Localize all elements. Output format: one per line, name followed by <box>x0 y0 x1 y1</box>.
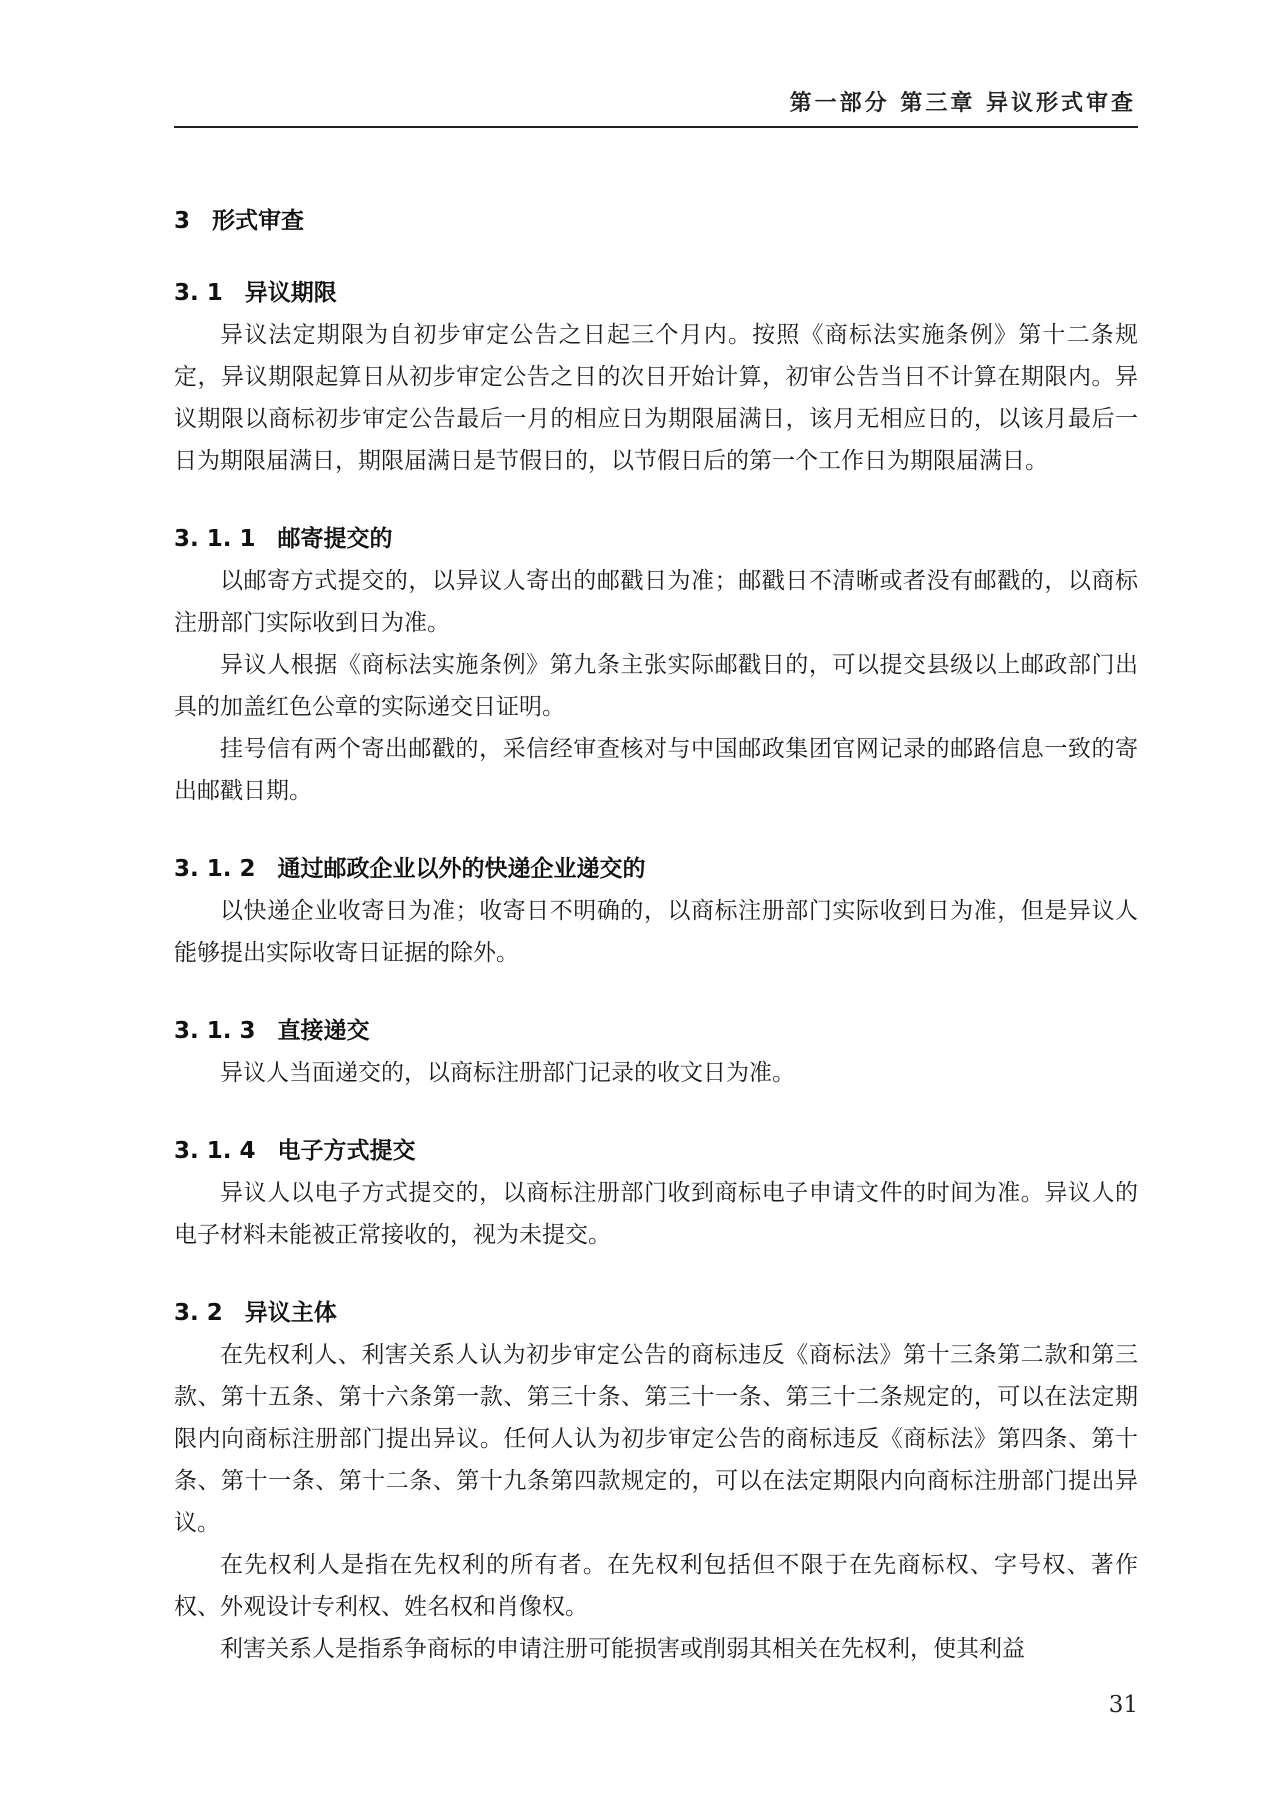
heading-title: 邮寄提交的 <box>277 526 393 552</box>
heading-section-3-1-2 <box>174 848 1138 890</box>
heading-number: 3 <box>174 208 191 234</box>
running-header <box>174 86 1138 128</box>
section-3-1-3 <box>174 1010 1138 1094</box>
heading-title: 形式审查 <box>212 208 305 234</box>
heading-title: 直接递交 <box>277 1018 370 1044</box>
heading-number: 3. 2 <box>174 1300 223 1326</box>
running-header-title: 第一部分 第三章 异议形式审查 <box>789 90 1136 116</box>
heading-number: 3. 1. 1 <box>174 526 256 552</box>
heading-title: 通过邮政企业以外的快递企业递交的 <box>277 856 646 882</box>
heading-title: 电子方式提交 <box>277 1138 416 1164</box>
heading-number: 3. 1. 4 <box>174 1138 256 1164</box>
heading-number: 3. 1 <box>174 280 223 306</box>
heading-section-3-1-4 <box>174 1130 1138 1172</box>
paragraph: 在先权利人是指在先权利的所有者。在先权利包括但不限于在先商标权、字号权、著作权、外观设计专利权、姓名权和肖像权。 <box>174 1552 1138 1620</box>
section-3-2 <box>174 1292 1138 1670</box>
heading-section-3-1 <box>174 272 1138 314</box>
heading-section-3-2 <box>174 1292 1138 1334</box>
paragraph: 以快递企业收寄日为准；收寄日不明确的，以商标注册部门实际收到日为准，但是异议人能够提出实际收寄日证据的除外。 <box>174 898 1138 966</box>
section-3-1-2 <box>174 848 1138 974</box>
paragraph: 在先权利人、利害关系人认为初步审定公告的商标违反《商标法》第十三条第二款和第三款、第十五条、第十六条第一款、第三十条、第三十一条、第三十二条规定的，可以在法定期限内向商标注册部门提出异议。任何人认为初步审定公告的商标违反《商标法》第四条、第十条、第十一条、第十二条、第十九条第四款规定的，可以在法定期限内向商标注册部门提出异议。 <box>174 1342 1138 1536</box>
paragraph: 异议法定期限为自初步审定公告之日起三个月内。按照《商标法实施条例》第十二条规定，异议期限起算日从初步审定公告之日的次日开始计算，初审公告当日不计算在期限内。异议期限以商标初步审定公告最后一月的相应日为期限届满日，该月无相应日的，以该月最后一日为期限届满日，期限届满日是节假日的，以节假日后的第一个工作日为期限届满日。 <box>174 322 1138 474</box>
paragraph: 以邮寄方式提交的，以异议人寄出的邮戳日为准；邮戳日不清晰或者没有邮戳的，以商标注册部门实际收到日为准。 <box>174 568 1138 636</box>
paragraph: 利害关系人是指系争商标的申请注册可能损害或削弱其相关在先权利，使其利益 <box>220 1636 1025 1662</box>
page-content <box>174 200 1138 1670</box>
heading-number: 3. 1. 3 <box>174 1018 256 1044</box>
section-3-1-4 <box>174 1130 1138 1256</box>
paragraph: 异议人以电子方式提交的，以商标注册部门收到商标电子申请文件的时间为准。异议人的电子材料未能被正常接收的，视为未提交。 <box>174 1180 1138 1248</box>
heading-section-3-1-3 <box>174 1010 1138 1052</box>
heading-title: 异议期限 <box>244 280 337 306</box>
paragraph: 异议人当面递交的，以商标注册部门记录的收文日为准。 <box>220 1060 795 1086</box>
heading-section-3-1-1 <box>174 518 1138 560</box>
heading-number: 3. 1. 2 <box>174 856 256 882</box>
section-3-1 <box>174 272 1138 482</box>
section-3-1-1 <box>174 518 1138 812</box>
paragraph: 挂号信有两个寄出邮戳的，采信经审查核对与中国邮政集团官网记录的邮路信息一致的寄出邮戳日期。 <box>174 736 1138 804</box>
heading-title: 异议主体 <box>244 1300 337 1326</box>
paragraph: 异议人根据《商标法实施条例》第九条主张实际邮戳日的，可以提交县级以上邮政部门出具的加盖红色公章的实际递交日证明。 <box>174 652 1138 720</box>
heading-section-3 <box>174 200 1138 242</box>
page-number: 31 <box>1108 1692 1138 1718</box>
